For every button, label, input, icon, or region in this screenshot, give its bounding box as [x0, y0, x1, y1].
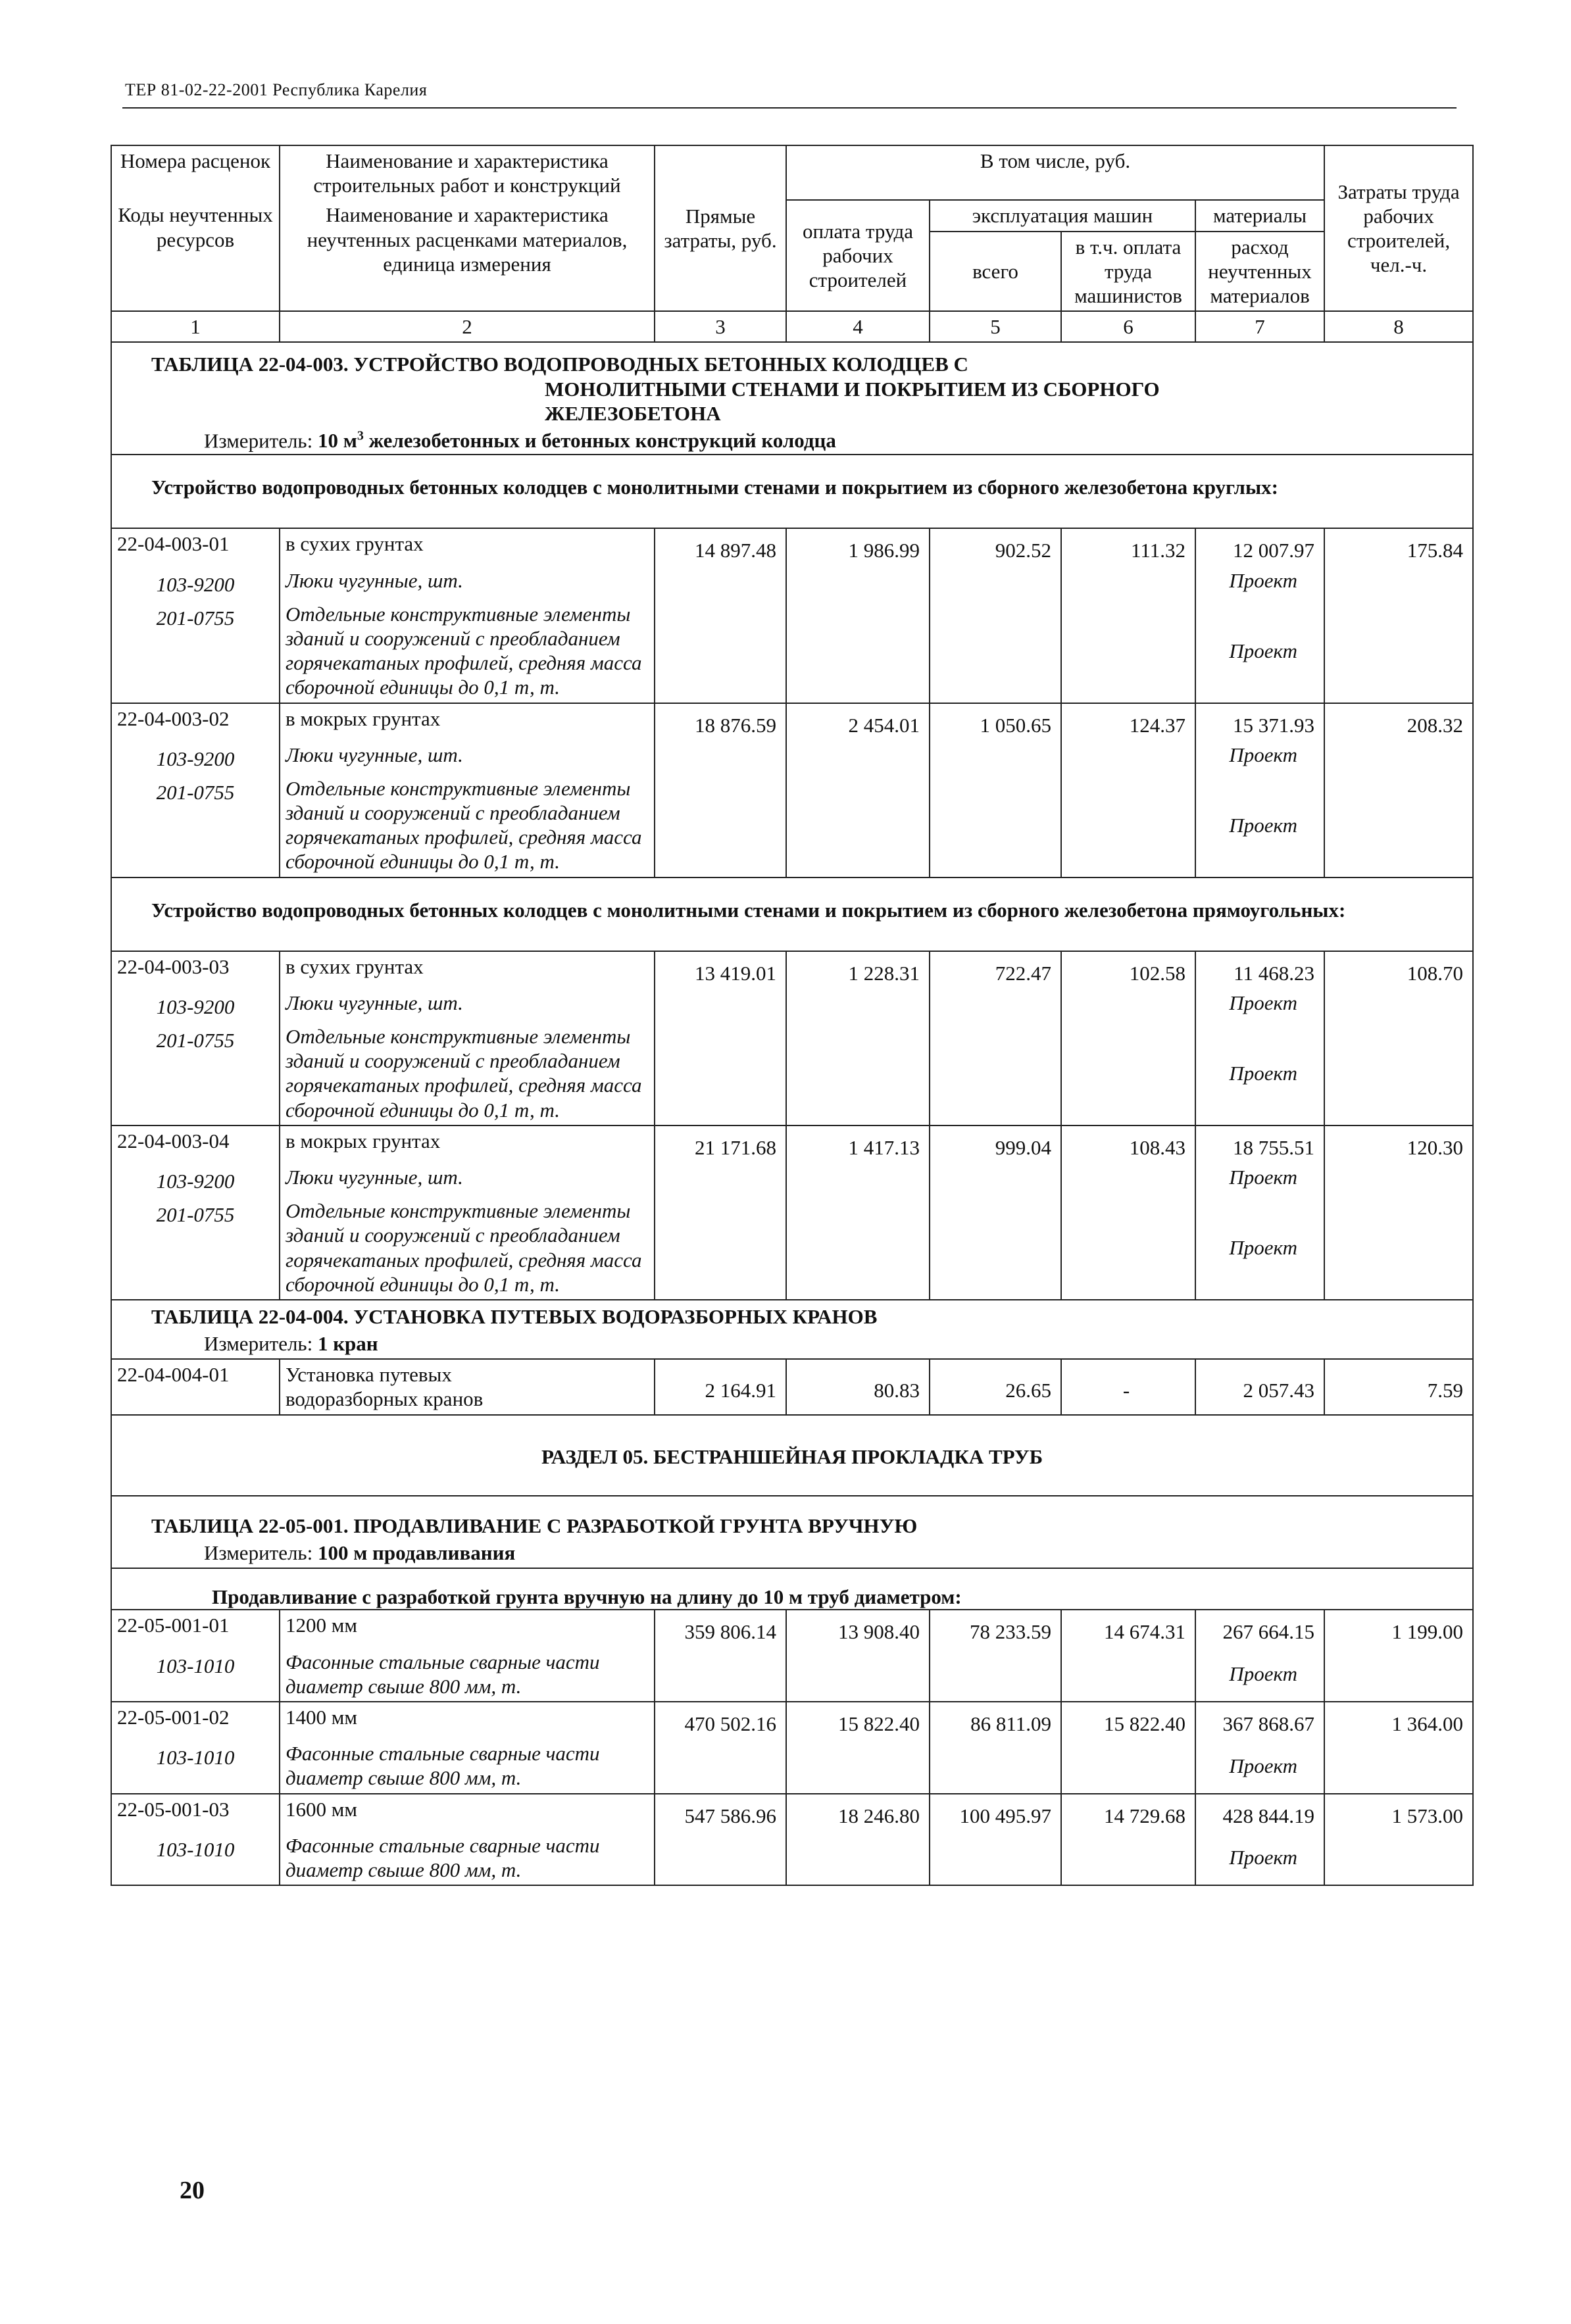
work-name: 1200 мм — [280, 1610, 655, 1646]
table-row — [111, 1794, 1473, 1831]
resource-code: 103-9200 — [111, 566, 280, 599]
rates-table — [111, 145, 1474, 1886]
resource-name: Фасонные стальные сварные части диаметр свыше 800 мм, т. — [280, 1647, 655, 1702]
col-rate-numbers: Номера расценок — [111, 145, 280, 200]
table-row — [111, 528, 1473, 565]
resource-usage: Проект — [1195, 1196, 1324, 1300]
group-title-round: Устройство водопроводных бетонных колодцев с монолитными стенами и покрытием из сборного железобетона круглых: — [111, 455, 1473, 528]
worker-pay: 80.83 — [786, 1359, 930, 1414]
col-worker-pay: оплата труда рабочих строителей — [786, 200, 930, 311]
machinist-pay: 111.32 — [1061, 528, 1195, 703]
resource-code: 103-1010 — [111, 1831, 280, 1885]
worker-pay: 2 454.01 — [786, 703, 930, 878]
measure-label: Измеритель: — [204, 1541, 318, 1565]
work-name: в мокрых грунтах — [280, 703, 655, 740]
machines-total: 999.04 — [930, 1125, 1061, 1300]
machines-total: 78 233.59 — [930, 1610, 1061, 1702]
resource-name: Фасонные стальные сварные части диаметр свыше 800 мм, т. — [280, 1831, 655, 1885]
col-num: 5 — [930, 311, 1061, 342]
materials-cost: 428 844.19 — [1195, 1794, 1324, 1831]
col-num: 1 — [111, 311, 280, 342]
table-row — [111, 1610, 1473, 1646]
machinist-pay: 124.37 — [1061, 703, 1195, 878]
measure-label: Измеритель: — [204, 429, 318, 453]
resource-name: Люки чугунные, шт. — [280, 566, 655, 599]
table-title-line: ТАБЛИЦА 22-04-003. УСТРОЙСТВО ВОДОПРОВОДНЫХ БЕТОННЫХ КОЛОДЦЕВ С — [151, 353, 968, 376]
resource-usage: Проект — [1195, 740, 1324, 774]
measure-object: железобетонных и бетонных конструкций колодца — [363, 429, 836, 453]
resource-usage: Проект — [1195, 1162, 1324, 1196]
col-num: 7 — [1195, 311, 1324, 342]
column-numbers-row — [111, 311, 1473, 342]
measure-value: 100 м продавливания — [317, 1541, 516, 1565]
direct-costs: 547 586.96 — [655, 1794, 786, 1886]
resource-code: 201-0755 — [111, 599, 280, 703]
col-machinist-pay: в т.ч. оплата труда машинистов — [1061, 232, 1195, 312]
table-row — [111, 1359, 1473, 1414]
resource-name: Отдельные конструктивные элементы зданий и сооружений с преобладанием горячекатаных профилей, средняя масса сборочной единицы до 0,1 т, т. — [280, 599, 655, 703]
resource-name: Фасонные стальные сварные части диаметр свыше 800 мм, т. — [280, 1739, 655, 1793]
resource-usage: Проект — [1195, 1022, 1324, 1125]
col-materials: материалы — [1195, 200, 1324, 231]
col-work-name: Наименование и характеристика строительных работ и конструкций — [280, 145, 655, 200]
machines-total: 86 811.09 — [930, 1702, 1061, 1794]
labor-hours: 1 573.00 — [1324, 1794, 1473, 1886]
measure-value: 1 кран — [317, 1332, 378, 1356]
resource-name: Отдельные конструктивные элементы зданий и сооружений с преобладанием горячекатаных профилей, средняя масса сборочной единицы до 0,1 т, т. — [280, 1022, 655, 1125]
materials-cost: 2 057.43 — [1195, 1359, 1324, 1414]
labor-hours: 208.32 — [1324, 703, 1473, 878]
measure-unit-22-04-004 — [111, 1331, 1473, 1359]
materials-cost: 11 468.23 — [1195, 951, 1324, 988]
measure-label: Измеритель: — [204, 1332, 318, 1356]
resource-usage: Проект — [1195, 599, 1324, 703]
resource-code: 201-0755 — [111, 774, 280, 878]
resource-usage: Проект — [1195, 1647, 1324, 1702]
labor-hours: 1 364.00 — [1324, 1702, 1473, 1794]
rate-code: 22-05-001-03 — [111, 1794, 280, 1831]
labor-hours: 1 199.00 — [1324, 1610, 1473, 1702]
table-row — [111, 1702, 1473, 1739]
rate-code: 22-04-003-02 — [111, 703, 280, 740]
materials-cost: 367 868.67 — [1195, 1702, 1324, 1739]
worker-pay: 18 246.80 — [786, 1794, 930, 1886]
resource-usage: Проект — [1195, 774, 1324, 878]
machinist-pay: 15 822.40 — [1061, 1702, 1195, 1794]
table-title-line: ЖЕЛЕЗОБЕТОНА — [545, 401, 721, 425]
work-name: в мокрых грунтах — [280, 1125, 655, 1162]
table-title-22-04-003 — [111, 342, 1473, 428]
table-title-22-05-001: ТАБЛИЦА 22-05-001. ПРОДАВЛИВАНИЕ С РАЗРАБОТКОЙ ГРУНТА ВРУЧНУЮ — [111, 1496, 1473, 1541]
measure-value: 10 м — [317, 429, 357, 453]
direct-costs: 18 876.59 — [655, 703, 786, 878]
machines-total: 1 050.65 — [930, 703, 1061, 878]
resource-code: 201-0755 — [111, 1196, 280, 1300]
machinist-pay: 14 674.31 — [1061, 1610, 1195, 1702]
col-num: 3 — [655, 311, 786, 342]
rate-code: 22-05-001-01 — [111, 1610, 280, 1646]
work-name: 1400 мм — [280, 1702, 655, 1739]
work-name: 1600 мм — [280, 1794, 655, 1831]
direct-costs: 2 164.91 — [655, 1359, 786, 1414]
document-header: ТЕР 81-02-22-2001 Республика Карелия — [125, 80, 428, 99]
direct-costs: 14 897.48 — [655, 528, 786, 703]
machinist-pay: - — [1061, 1359, 1195, 1414]
measure-unit-22-05-001 — [111, 1541, 1473, 1568]
table-row — [111, 951, 1473, 988]
rate-code: 22-04-004-01 — [111, 1359, 280, 1414]
worker-pay: 13 908.40 — [786, 1610, 930, 1702]
section-title-05: РАЗДЕЛ 05. БЕСТРАНШЕЙНАЯ ПРОКЛАДКА ТРУБ — [111, 1415, 1473, 1496]
worker-pay: 15 822.40 — [786, 1702, 930, 1794]
rate-code: 22-04-003-03 — [111, 951, 280, 988]
resource-usage: Проект — [1195, 988, 1324, 1022]
table-row — [111, 1125, 1473, 1162]
machinist-pay: 108.43 — [1061, 1125, 1195, 1300]
resource-code: 103-1010 — [111, 1739, 280, 1793]
col-material-usage: расход неучтенных материалов — [1195, 232, 1324, 312]
direct-costs: 13 419.01 — [655, 951, 786, 1125]
materials-cost: 267 664.15 — [1195, 1610, 1324, 1646]
resource-name: Люки чугунные, шт. — [280, 740, 655, 774]
measure-unit-22-04-003 — [111, 428, 1473, 455]
table-title-22-04-004: ТАБЛИЦА 22-04-004. УСТАНОВКА ПУТЕВЫХ ВОДОРАЗБОРНЫХ КРАНОВ — [111, 1300, 1473, 1331]
resource-code: 103-1010 — [111, 1647, 280, 1702]
labor-hours: 120.30 — [1324, 1125, 1473, 1300]
materials-cost: 15 371.93 — [1195, 703, 1324, 740]
page-number: 20 — [180, 2177, 205, 2204]
resource-name: Отдельные конструктивные элементы зданий и сооружений с преобладанием горячекатаных профилей, средняя масса сборочной единицы до 0,1 т, т. — [280, 1196, 655, 1300]
direct-costs: 359 806.14 — [655, 1610, 786, 1702]
resource-usage: Проект — [1195, 1739, 1324, 1793]
direct-costs: 21 171.68 — [655, 1125, 786, 1300]
col-num: 4 — [786, 311, 930, 342]
materials-cost: 18 755.51 — [1195, 1125, 1324, 1162]
col-labor-hours: Затраты труда рабочих строителей, чел.-ч. — [1324, 145, 1473, 311]
col-machines-total: всего — [930, 232, 1061, 312]
resource-code: 201-0755 — [111, 1022, 280, 1125]
rate-code: 22-04-003-04 — [111, 1125, 280, 1162]
rate-code: 22-04-003-01 — [111, 528, 280, 565]
labor-hours: 175.84 — [1324, 528, 1473, 703]
table-title-line: МОНОЛИТНЫМИ СТЕНАМИ И ПОКРЫТИЕМ ИЗ СБОРНОГО — [545, 377, 1160, 401]
work-name: Установка путевых водоразборных кранов — [280, 1359, 655, 1414]
col-direct-costs: Прямые затраты, руб. — [655, 145, 786, 311]
work-name: в сухих грунтах — [280, 951, 655, 988]
group-title-rectangular: Устройство водопроводных бетонных колодцев с монолитными стенами и покрытием из сборного железобетона прямоугольных: — [111, 878, 1473, 951]
header-divider — [122, 107, 1457, 109]
labor-hours: 108.70 — [1324, 951, 1473, 1125]
machines-total: 722.47 — [930, 951, 1061, 1125]
measure-exponent: 3 — [357, 428, 364, 443]
machines-total: 902.52 — [930, 528, 1061, 703]
materials-cost: 12 007.97 — [1195, 528, 1324, 565]
labor-hours: 7.59 — [1324, 1359, 1473, 1414]
resource-name: Люки чугунные, шт. — [280, 988, 655, 1022]
machinist-pay: 14 729.68 — [1061, 1794, 1195, 1886]
col-num: 6 — [1061, 311, 1195, 342]
resource-name: Отдельные конструктивные элементы зданий и сооружений с преобладанием горячекатаных профилей, средняя масса сборочной единицы до 0,1 т, т. — [280, 774, 655, 878]
direct-costs: 470 502.16 — [655, 1702, 786, 1794]
table-row — [111, 703, 1473, 740]
rate-code: 22-05-001-02 — [111, 1702, 280, 1739]
worker-pay: 1 986.99 — [786, 528, 930, 703]
col-including: В том числе, руб. — [786, 145, 1324, 200]
worker-pay: 1 417.13 — [786, 1125, 930, 1300]
col-machines: эксплуатация машин — [930, 200, 1195, 231]
resource-code: 103-9200 — [111, 988, 280, 1022]
group-title-pressing: Продавливание с разработкой грунта вручную на длину до 10 м труб диаметром: — [111, 1568, 1473, 1610]
resource-usage: Проект — [1195, 1831, 1324, 1885]
col-resource-codes: Коды неучтенных ресурсов — [111, 200, 280, 311]
resource-code: 103-9200 — [111, 740, 280, 774]
col-material-name: Наименование и характеристика неучтенных расценками материалов, единица измерения — [280, 200, 655, 311]
col-num: 2 — [280, 311, 655, 342]
resource-code: 103-9200 — [111, 1162, 280, 1196]
resource-usage: Проект — [1195, 566, 1324, 599]
machines-total: 26.65 — [930, 1359, 1061, 1414]
machinist-pay: 102.58 — [1061, 951, 1195, 1125]
col-num: 8 — [1324, 311, 1473, 342]
worker-pay: 1 228.31 — [786, 951, 930, 1125]
machines-total: 100 495.97 — [930, 1794, 1061, 1886]
work-name: в сухих грунтах — [280, 528, 655, 565]
resource-name: Люки чугунные, шт. — [280, 1162, 655, 1196]
